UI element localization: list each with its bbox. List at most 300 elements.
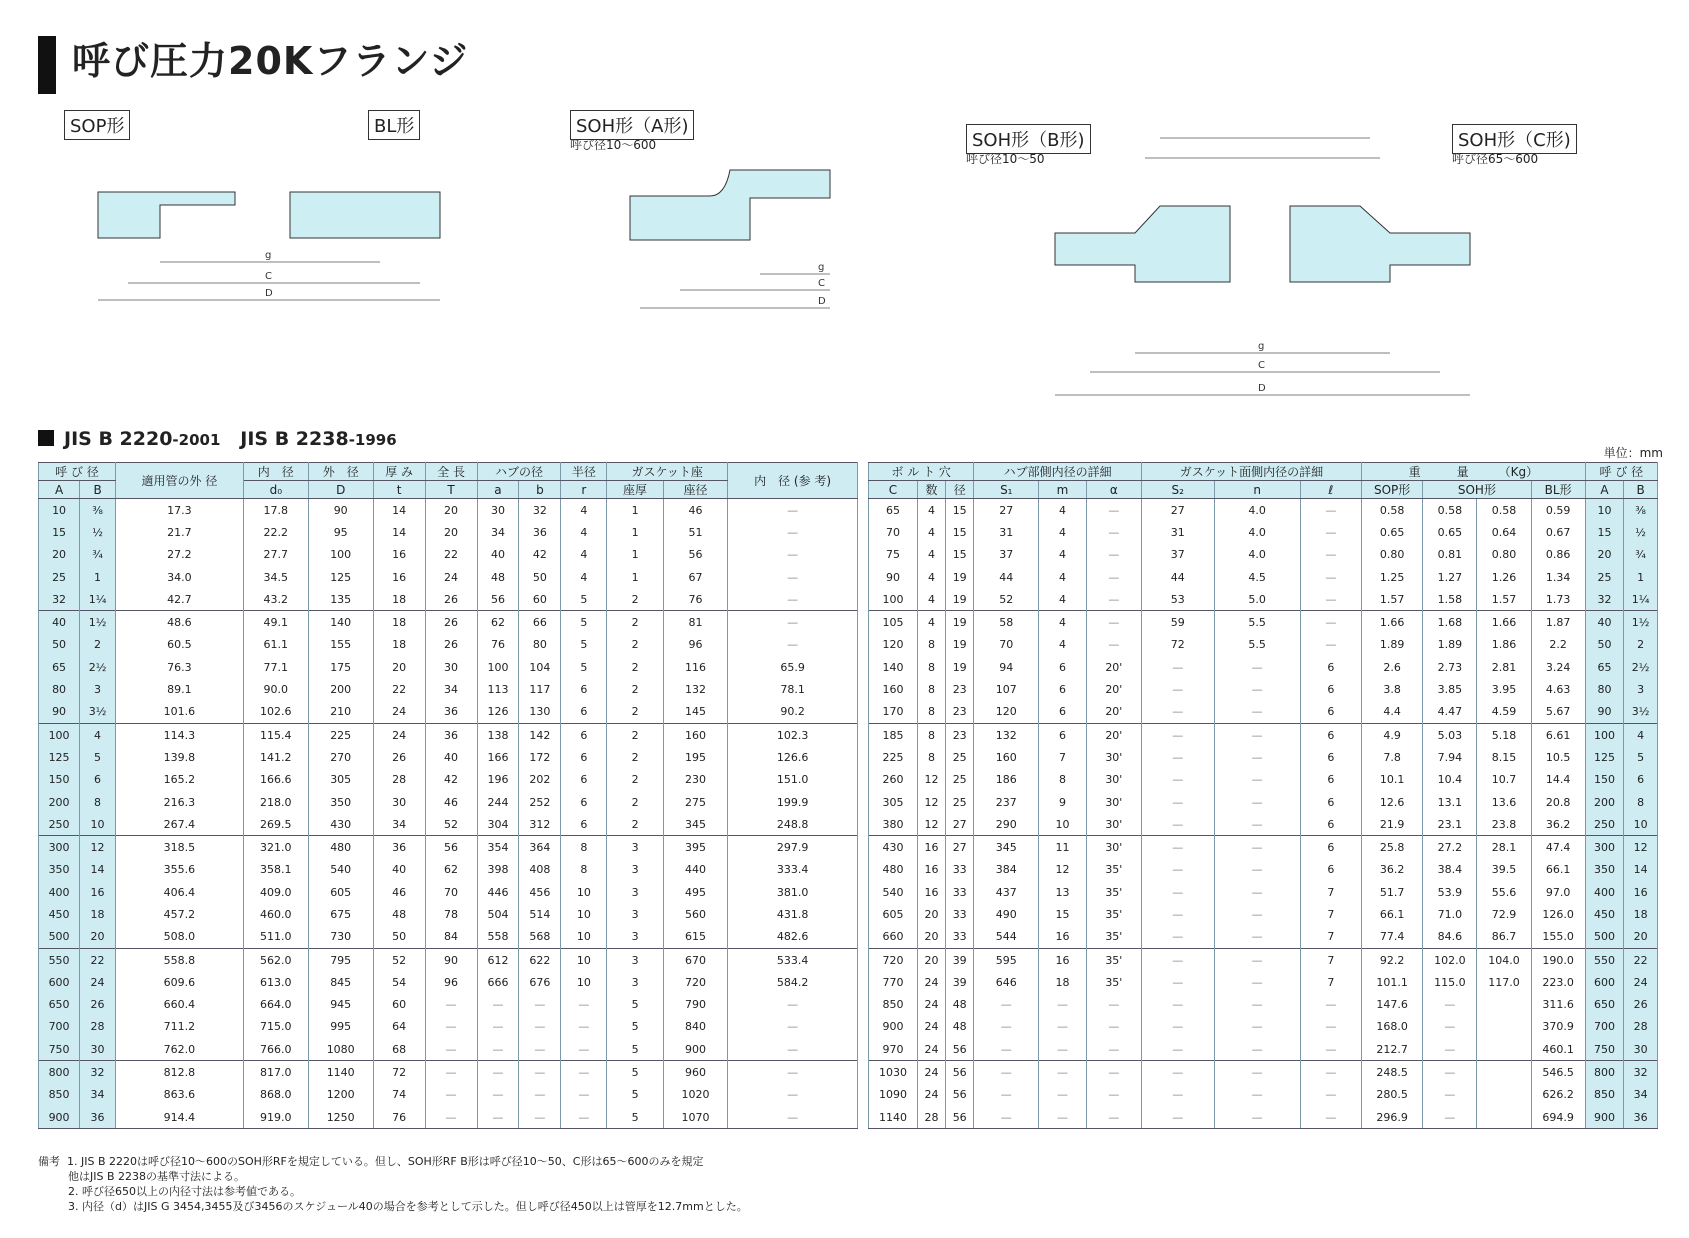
table-cell: 2.81 — [1477, 656, 1531, 678]
table-cell: 202 — [519, 769, 561, 791]
table-cell: 850 — [869, 994, 918, 1016]
table-cell: 460.0 — [243, 903, 308, 925]
table-cell: 35' — [1086, 903, 1141, 925]
table-cell: 30' — [1086, 746, 1141, 768]
note-1b: 他はJIS B 2238の基準寸法による。 — [68, 1170, 246, 1183]
table-row — [869, 566, 1658, 588]
heading-square — [38, 430, 54, 446]
table-cell: 2 — [607, 656, 664, 678]
table-cell: 185 — [869, 723, 918, 746]
table-cell: 74 — [373, 1084, 425, 1106]
table-cell: — — [477, 1016, 519, 1038]
table-cell: 26 — [425, 588, 477, 611]
table-row — [39, 1038, 858, 1061]
table-cell: 750 — [39, 1038, 80, 1061]
table-cell: 61.1 — [243, 634, 308, 656]
table-cell: 4 — [1039, 634, 1087, 656]
table-cell: 15 — [39, 521, 80, 543]
h-nominal-r: 呼 び 径 — [1585, 463, 1657, 481]
table-cell: 26 — [425, 634, 477, 656]
table-cell: 8 — [917, 634, 945, 656]
table-cell: 440 — [663, 859, 727, 881]
h-pipe: 適用管の外 径 — [115, 463, 243, 499]
table-cell: 101.6 — [115, 701, 243, 724]
table-cell: 6 — [1300, 656, 1361, 678]
table-cell: — — [425, 1061, 477, 1084]
note-2: 2. 呼び径650以上の内径寸法は参考値である。 — [68, 1185, 301, 1198]
table-cell: 1.66 — [1362, 611, 1423, 634]
table-cell: — — [1141, 701, 1214, 724]
table-cell: — — [519, 1084, 561, 1106]
table-cell: ¾ — [80, 544, 116, 566]
table-cell: — — [1214, 656, 1300, 678]
table-cell: 7 — [1300, 881, 1361, 903]
table-cell: 546.5 — [1531, 1061, 1585, 1084]
h-soh: SOH形 — [1423, 481, 1531, 499]
table-cell: 12 — [917, 769, 945, 791]
table-cell: — — [974, 1106, 1039, 1129]
table-cell: 34 — [425, 678, 477, 700]
table-cell: 7 — [1300, 926, 1361, 949]
table-cell: — — [1214, 903, 1300, 925]
table-cell: 20 — [373, 656, 425, 678]
table-cell: 5 — [1624, 746, 1658, 768]
table-cell: 5.67 — [1531, 701, 1585, 724]
table-cell: 1.57 — [1477, 588, 1531, 611]
table-cell: — — [1141, 926, 1214, 949]
table-cell: — — [477, 1106, 519, 1129]
table-cell: 0.81 — [1423, 544, 1477, 566]
table-cell: 67 — [663, 566, 727, 588]
table-cell: 800 — [1585, 1061, 1624, 1084]
table-cell: 120 — [974, 701, 1039, 724]
table-cell: 409.0 — [243, 881, 308, 903]
table-cell: 490 — [974, 903, 1039, 925]
table-cell: 1020 — [663, 1084, 727, 1106]
table-cell: 646 — [974, 971, 1039, 993]
table-cell: — — [1423, 1061, 1477, 1084]
table-cell: 358.1 — [243, 859, 308, 881]
table-cell: 48 — [946, 1016, 974, 1038]
table-cell: 0.58 — [1362, 499, 1423, 522]
table-cell: 6 — [1300, 769, 1361, 791]
table-cell: 19 — [946, 656, 974, 678]
table-cell: 34.0 — [115, 566, 243, 588]
table-cell: — — [1039, 1061, 1087, 1084]
table-cell: 24 — [917, 1061, 945, 1084]
table-cell: 150 — [39, 769, 80, 791]
table-cell: 36.2 — [1362, 859, 1423, 881]
table-cell: — — [1214, 701, 1300, 724]
table-cell: 381.0 — [728, 881, 858, 903]
table-cell: 1¼ — [1624, 588, 1658, 611]
table-cell: 15 — [946, 499, 974, 522]
table-cell: 30 — [425, 656, 477, 678]
table-cell: 0.58 — [1423, 499, 1477, 522]
table-cell: 10.5 — [1531, 746, 1585, 768]
table-cell: 4 — [1624, 723, 1658, 746]
table-cell: — — [1086, 1106, 1141, 1129]
table-cell: 30' — [1086, 791, 1141, 813]
table-cell: 10 — [561, 881, 607, 903]
table-cell: — — [728, 1038, 858, 1061]
table-cell: 4.0 — [1214, 499, 1300, 522]
table-cell: 32 — [1624, 1061, 1658, 1084]
table-cell: 5 — [607, 1016, 664, 1038]
table-cell: 6 — [1300, 701, 1361, 724]
h-r: r — [561, 481, 607, 499]
table-cell: ⅜ — [1624, 499, 1658, 522]
table-row — [39, 948, 858, 971]
table-cell: 626.2 — [1531, 1084, 1585, 1106]
table-cell: 2 — [1624, 634, 1658, 656]
table-cell: 6 — [561, 791, 607, 813]
table-cell: 5 — [607, 1084, 664, 1106]
h-gasdet: ガスケット面側内径の詳細 — [1141, 463, 1361, 481]
table-cell: 1.89 — [1423, 634, 1477, 656]
table-cell: 166 — [477, 746, 519, 768]
table-cell: — — [728, 1061, 858, 1084]
table-cell: 5.03 — [1423, 723, 1477, 746]
svg-text:g: g — [1258, 341, 1265, 352]
table-cell: 155.0 — [1531, 926, 1585, 949]
table-cell: 269.5 — [243, 813, 308, 836]
table-cell: 4 — [917, 566, 945, 588]
table-cell: 24 — [1624, 971, 1658, 993]
h-sop: SOP形 — [1362, 481, 1423, 499]
table-cell: 35' — [1086, 971, 1141, 993]
h-S1: S₁ — [974, 481, 1039, 499]
table-cell: — — [477, 1038, 519, 1061]
table-cell: 48 — [946, 994, 974, 1016]
table-cell: — — [1086, 566, 1141, 588]
table-cell: 132 — [974, 723, 1039, 746]
table-cell: 5.5 — [1214, 634, 1300, 656]
table-cell: 13 — [1039, 881, 1087, 903]
table-cell: 720 — [663, 971, 727, 993]
table-cell: 138 — [477, 723, 519, 746]
table-cell: 8 — [561, 836, 607, 859]
table-cell: 1.66 — [1477, 611, 1531, 634]
table-cell: 12.6 — [1362, 791, 1423, 813]
table-cell: 25 — [946, 746, 974, 768]
table-cell: 354 — [477, 836, 519, 859]
table-row — [869, 836, 1658, 859]
table-cell: 16 — [80, 881, 116, 903]
table-cell: 0.58 — [1477, 499, 1531, 522]
table-row — [869, 634, 1658, 656]
table-cell: 28 — [80, 1016, 116, 1038]
table-cell: 370.9 — [1531, 1016, 1585, 1038]
table-cell: 31 — [1141, 521, 1214, 543]
table-cell: 457.2 — [115, 903, 243, 925]
table-cell: 700 — [1585, 1016, 1624, 1038]
h-B-r: B — [1624, 481, 1658, 499]
table-row — [869, 499, 1658, 522]
table-cell: 364 — [519, 836, 561, 859]
table-cell: 126.6 — [728, 746, 858, 768]
table-cell: 676 — [519, 971, 561, 993]
table-cell: 24 — [80, 971, 116, 993]
table-row — [39, 499, 858, 522]
table-cell: 2 — [607, 791, 664, 813]
table-cell: 40 — [425, 746, 477, 768]
soh-c-label: SOH形（C形) — [1452, 124, 1577, 154]
table-cell: 550 — [1585, 948, 1624, 971]
table-cell: 250 — [1585, 813, 1624, 836]
h-bl: BL形 — [1531, 481, 1585, 499]
table-cell: 5.5 — [1214, 611, 1300, 634]
table-cell: — — [519, 1061, 561, 1084]
table-cell: 900 — [39, 1106, 80, 1129]
table-cell: — — [561, 1061, 607, 1084]
table-cell: 533.4 — [728, 948, 858, 971]
table-cell: 10.4 — [1423, 769, 1477, 791]
table-cell: — — [1141, 1061, 1214, 1084]
table-cell: 36 — [1624, 1106, 1658, 1129]
table-cell: 16 — [1039, 948, 1087, 971]
table-cell: — — [1141, 769, 1214, 791]
table-cell: 76 — [373, 1106, 425, 1129]
table-cell: 11 — [1039, 836, 1087, 859]
h-hub: ハブの径 — [477, 463, 561, 481]
table-cell: 3 — [607, 836, 664, 859]
table-cell: — — [728, 1106, 858, 1129]
table-cell: 720 — [869, 948, 918, 971]
table-cell: 141.2 — [243, 746, 308, 768]
table-cell: 39.5 — [1477, 859, 1531, 881]
table-cell: 4 — [1039, 566, 1087, 588]
table-row — [39, 1084, 858, 1106]
table-cell: 290 — [974, 813, 1039, 836]
table-cell: 605 — [869, 903, 918, 925]
table-cell: 3 — [607, 903, 664, 925]
table-cell: 6 — [1300, 791, 1361, 813]
table-cell: — — [425, 994, 477, 1016]
table-cell: 398 — [477, 859, 519, 881]
table-cell: 96 — [663, 634, 727, 656]
table-cell: 6 — [1039, 678, 1087, 700]
table-cell: 10 — [39, 499, 80, 522]
table-cell: 995 — [308, 1016, 373, 1038]
table-cell: 126 — [477, 701, 519, 724]
table-cell: 90 — [39, 701, 80, 724]
table-cell: — — [477, 994, 519, 1016]
table-cell: 225 — [869, 746, 918, 768]
table-cell: 27.2 — [1423, 836, 1477, 859]
table-cell: 1080 — [308, 1038, 373, 1061]
table-cell: 615 — [663, 926, 727, 949]
table-cell: — — [1214, 791, 1300, 813]
flange-diagrams — [0, 0, 1689, 420]
table-cell: 56 — [946, 1084, 974, 1106]
table-cell: 20 — [1624, 926, 1658, 949]
table-row — [39, 723, 858, 746]
table-cell: — — [728, 1084, 858, 1106]
table-cell: 2.2 — [1531, 634, 1585, 656]
table-cell: 135 — [308, 588, 373, 611]
table-cell: 8 — [561, 859, 607, 881]
table-cell: 62 — [425, 859, 477, 881]
table-cell: — — [728, 588, 858, 611]
table-cell: 321.0 — [243, 836, 308, 859]
table-cell: 34.5 — [243, 566, 308, 588]
table-cell: — — [561, 1106, 607, 1129]
table-cell: 56 — [946, 1038, 974, 1061]
table-cell: — — [1039, 1106, 1087, 1129]
table-cell: 20 — [1585, 544, 1624, 566]
table-cell: 115.4 — [243, 723, 308, 746]
table-row — [39, 1061, 858, 1084]
table-cell: — — [1141, 994, 1214, 1016]
table-cell: 14 — [1624, 859, 1658, 881]
table-cell: 270 — [308, 746, 373, 768]
table-cell: 30 — [1624, 1038, 1658, 1061]
table-cell: — — [1086, 1016, 1141, 1038]
table-cell: 1 — [607, 544, 664, 566]
table-cell: — — [1086, 1084, 1141, 1106]
table-cell: 26 — [425, 611, 477, 634]
table-cell: 140 — [869, 656, 918, 678]
table-cell: 39 — [946, 948, 974, 971]
table-cell: 8 — [917, 723, 945, 746]
table-cell: 868.0 — [243, 1084, 308, 1106]
table-cell: 20' — [1086, 701, 1141, 724]
table-cell: 15 — [1585, 521, 1624, 543]
table-cell: 19 — [946, 566, 974, 588]
table-row — [869, 769, 1658, 791]
table-cell: 0.67 — [1531, 521, 1585, 543]
table-cell: 102.3 — [728, 723, 858, 746]
table-cell: 25 — [946, 791, 974, 813]
table-cell: 6 — [1039, 701, 1087, 724]
table-cell: 104.0 — [1477, 948, 1531, 971]
table-cell: — — [425, 1038, 477, 1061]
table-cell: 100 — [1585, 723, 1624, 746]
table-cell: 24 — [373, 723, 425, 746]
table-cell: 72 — [1141, 634, 1214, 656]
table-cell: — — [1086, 521, 1141, 543]
table-row — [869, 859, 1658, 881]
table-cell: 845 — [308, 971, 373, 993]
table-cell: 40 — [1585, 611, 1624, 634]
page-title: 呼び圧力20Kフランジ — [72, 39, 469, 83]
table-cell: 210 — [308, 701, 373, 724]
table-cell: 7 — [1300, 948, 1361, 971]
table-cell: — — [1141, 881, 1214, 903]
h-S2: S₂ — [1141, 481, 1214, 499]
table-row — [869, 701, 1658, 724]
table-cell: 7 — [1300, 903, 1361, 925]
table-cell: 12 — [917, 791, 945, 813]
table-cell: 380 — [869, 813, 918, 836]
table-cell: 7.8 — [1362, 746, 1423, 768]
table-row — [39, 1106, 858, 1129]
table-cell: — — [1300, 1016, 1361, 1038]
table-cell: 430 — [869, 836, 918, 859]
table-cell: 125 — [39, 746, 80, 768]
table-cell: 613.0 — [243, 971, 308, 993]
table-cell: 6 — [561, 701, 607, 724]
table-cell: — — [1086, 611, 1141, 634]
table-cell: 9 — [1039, 791, 1087, 813]
table-cell: 795 — [308, 948, 373, 971]
table-cell: 78.1 — [728, 678, 858, 700]
table-cell: 139.8 — [115, 746, 243, 768]
table-cell: 1.73 — [1531, 588, 1585, 611]
table-cell: — — [728, 544, 858, 566]
table-cell: 23 — [946, 701, 974, 724]
table-cell: 540 — [308, 859, 373, 881]
table-cell: 168.0 — [1362, 1016, 1423, 1038]
table-cell: 2 — [607, 611, 664, 634]
table-cell: — — [974, 994, 1039, 1016]
table-cell: 114.3 — [115, 723, 243, 746]
table-cell: — — [1214, 971, 1300, 993]
svg-text:D: D — [1258, 383, 1266, 394]
h-outer: 外 径 — [308, 463, 373, 481]
table-cell: 125 — [1585, 746, 1624, 768]
table-cell: 100 — [869, 588, 918, 611]
table-cell: 175 — [308, 656, 373, 678]
table-cell: 101.1 — [1362, 971, 1423, 993]
table-cell: — — [974, 1016, 1039, 1038]
table-cell: 450 — [1585, 903, 1624, 925]
table-cell — [1477, 1038, 1531, 1061]
table-cell: 609.6 — [115, 971, 243, 993]
soh-c-note: 呼び径65～600 — [1452, 152, 1539, 166]
table-cell: — — [1300, 1106, 1361, 1129]
h-C: C — [869, 481, 918, 499]
table-cell: 22 — [1624, 948, 1658, 971]
table-cell: 76 — [477, 634, 519, 656]
table-cell: 24 — [917, 994, 945, 1016]
table-cell: 730 — [308, 926, 373, 949]
table-cell: — — [1300, 634, 1361, 656]
table-cell: 100 — [477, 656, 519, 678]
table-cell: 113 — [477, 678, 519, 700]
table-cell: 10.7 — [1477, 769, 1531, 791]
table-cell: 172 — [519, 746, 561, 768]
table-cell: 8 — [917, 701, 945, 724]
table-cell: 170 — [869, 701, 918, 724]
table-cell: 20 — [39, 544, 80, 566]
table-cell: 46 — [373, 881, 425, 903]
table-cell: 60 — [373, 994, 425, 1016]
table-row — [869, 994, 1658, 1016]
table-cell: 960 — [663, 1061, 727, 1084]
table-cell: 24 — [917, 1016, 945, 1038]
table-cell: 700 — [39, 1016, 80, 1038]
table-cell: 3½ — [1624, 701, 1658, 724]
table-cell: 1.89 — [1362, 634, 1423, 656]
table-cell: 35' — [1086, 881, 1141, 903]
table-cell: 17.8 — [243, 499, 308, 522]
h-weight: 重 量 （Kg） — [1362, 463, 1586, 481]
table-row — [39, 1016, 858, 1038]
table-cell: 305 — [308, 769, 373, 791]
table-cell: 437 — [974, 881, 1039, 903]
table-cell: 300 — [1585, 836, 1624, 859]
table-cell: 766.0 — [243, 1038, 308, 1061]
table-row — [869, 948, 1658, 971]
table-cell: 408 — [519, 859, 561, 881]
table-cell: 6 — [1300, 836, 1361, 859]
table-cell: ½ — [80, 521, 116, 543]
table-cell: 81 — [663, 611, 727, 634]
table-cell: 12 — [1039, 859, 1087, 881]
table-cell: 56 — [663, 544, 727, 566]
